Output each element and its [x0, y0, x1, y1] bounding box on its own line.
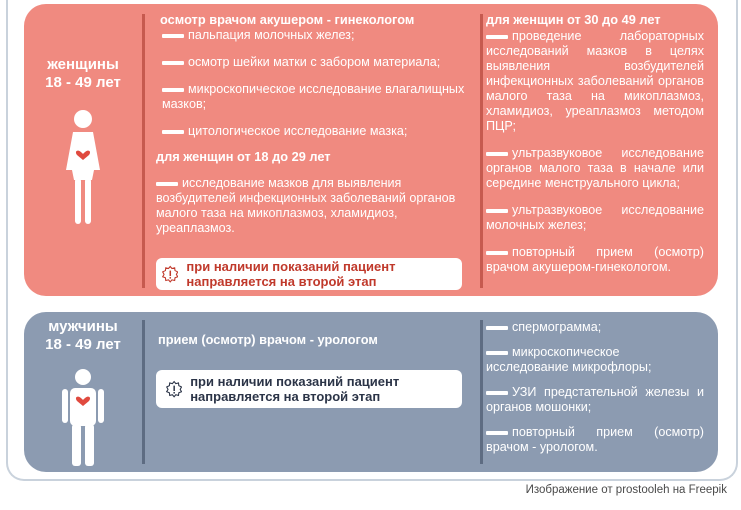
warning-icon: [162, 262, 178, 286]
dash-icon: [486, 391, 508, 395]
women-col2-item: ультразвуковое исследование молочных желез;: [486, 203, 704, 232]
women-col1: [156, 12, 470, 248]
men-notice: [156, 370, 462, 408]
men-col2-item: УЗИ предстательной железы и органов мошонки;: [486, 385, 704, 414]
women-age: 18 - 49 лет: [45, 74, 121, 91]
men-col1: [158, 332, 458, 348]
image-credit: Изображение от prostooleh на Freepik: [525, 484, 727, 496]
men-col2-item: микроскопическое исследование микрофлоры;: [486, 345, 652, 374]
dash-icon: [486, 209, 508, 213]
women-col2-item: повторный прием (осмотр) врачом акушером-гинекологом.: [486, 245, 704, 274]
men-title: мужчины: [48, 318, 118, 335]
men-notice-text: при наличии показаний пациент направляется на второй этап: [190, 374, 400, 404]
woman-figure-icon: [56, 108, 110, 230]
dash-icon: [162, 130, 184, 134]
dash-icon: [486, 351, 508, 355]
warning-icon: [166, 377, 182, 401]
man-figure-icon: [60, 368, 106, 468]
men-col2-item: повторный прием (осмотр) врачом - урологом.: [486, 425, 704, 454]
women-title: женщины: [47, 56, 119, 73]
women-col1-item: цитологическое исследование мазка;: [162, 124, 470, 139]
men-age: 18 - 49 лет: [45, 336, 121, 353]
men-divider-left: [142, 320, 145, 464]
women-col1-subhead: для женщин от 18 до 29 лет: [156, 149, 331, 164]
women-label: [24, 56, 142, 92]
women-col2: [486, 12, 704, 287]
women-notice-text: при наличии показаний пациент направляется на второй этап: [186, 259, 396, 289]
men-panel: [24, 312, 718, 472]
men-col2-item: спермограмма;: [486, 320, 704, 335]
women-col1-item: осмотр шейки матки с забором материала;: [162, 55, 470, 70]
women-col1-subitem: исследование мазков для выявления возбудителей инфекционных заболеваний органов малого таза на микоплазмоз, хламидиоз, уреаплазмоз.: [156, 176, 456, 235]
women-col2-item: ультразвуковое исследование органов малого таза в начале или середине менструального цикла;: [486, 146, 704, 190]
dash-icon: [486, 431, 508, 435]
women-divider-right: [480, 14, 483, 288]
women-col2-head: для женщин от 30 до 49 лет: [486, 12, 661, 27]
women-notice: [156, 258, 462, 290]
men-label: [24, 318, 142, 354]
men-col1-head: прием (осмотр) врачом - урологом: [158, 332, 378, 347]
women-col1-item: микроскопическое исследование влагалищных мазков;: [162, 82, 465, 111]
dash-icon: [486, 35, 508, 39]
dash-icon: [486, 326, 508, 330]
dash-icon: [162, 34, 184, 38]
women-divider-left: [142, 14, 145, 288]
men-col2: [486, 320, 704, 465]
dash-icon: [162, 88, 184, 92]
women-col1-item: пальпация молочных желез;: [162, 28, 470, 43]
women-col1-head: осмотр врачом акушером - гинекологом: [160, 12, 415, 27]
dash-icon: [162, 61, 184, 65]
men-divider-right: [480, 320, 483, 464]
dash-icon: [486, 152, 508, 156]
dash-icon: [156, 182, 178, 186]
women-panel: [24, 4, 718, 296]
dash-icon: [486, 251, 508, 255]
women-col2-item: проведение лабораторных исследований мазков в целях выявления возбудителей инфекционных заболеваний органов малого таза на микоплазмоз, хламидиоз, уреаплазмоз методом ПЦР;: [486, 29, 704, 133]
